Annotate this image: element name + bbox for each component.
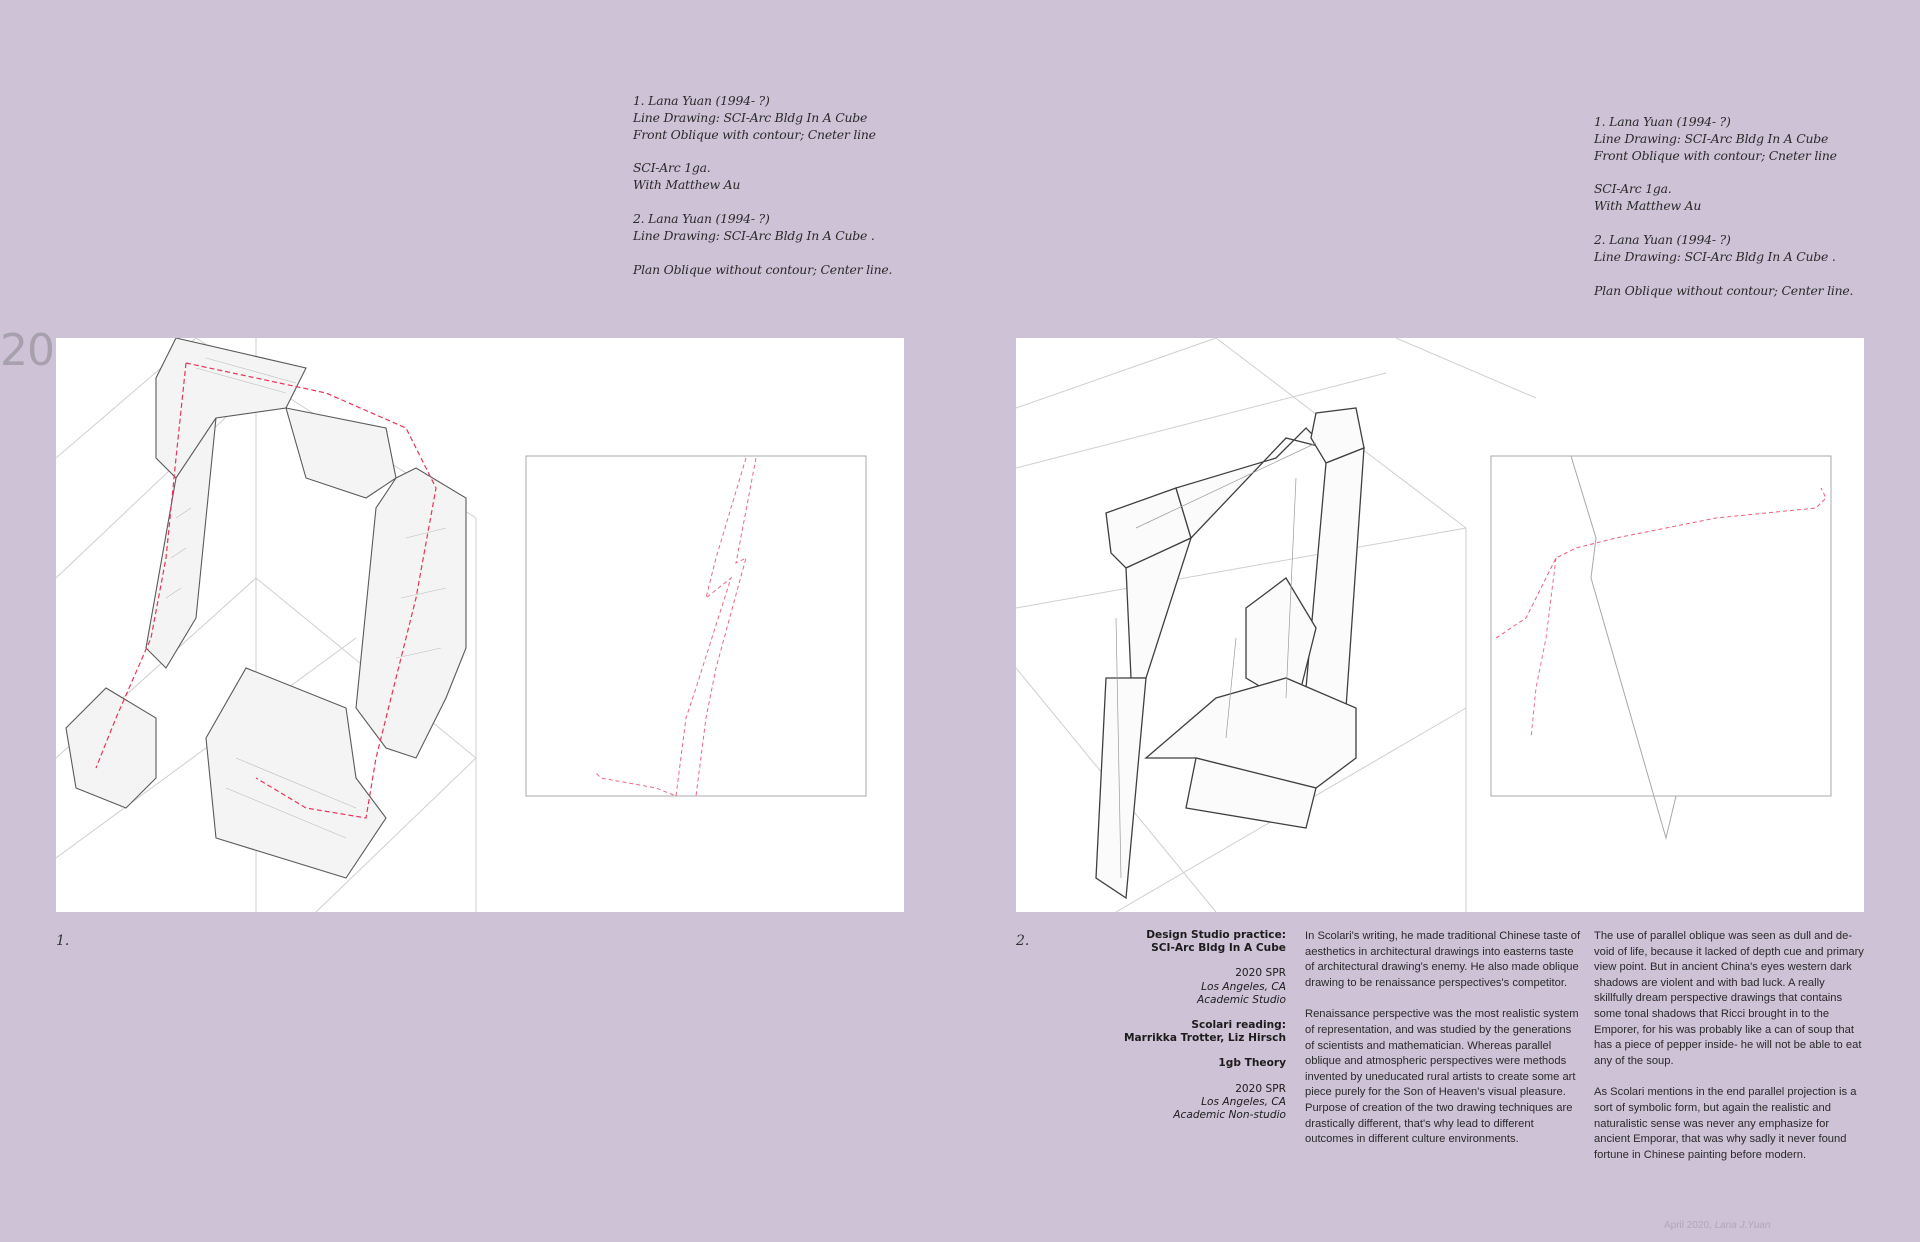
- meta-term: 2020 SPR: [1235, 967, 1286, 980]
- essay-paragraph: In Scolari's writing, he made traditional Chinese taste of aesthetics in architectural drawings into easterns taste of architectural drawing's enemy. He also made oblique drawing to be renaissance perspectives's competitor.: [1305, 930, 1581, 989]
- caption-line: Plan Oblique without contour; Center line.: [633, 261, 893, 277]
- figure-label-1: 1.: [56, 933, 70, 949]
- figure-label-2: 2.: [1016, 933, 1030, 949]
- caption-line: 2. Lana Yuan (1994- ?): [1594, 231, 1731, 247]
- caption-spacer: [633, 194, 892, 211]
- caption-line: Line Drawing: SCI-Arc Bldg In A Cube .: [1594, 248, 1836, 264]
- meta-project: SCI-Arc Bldg In A Cube: [1151, 942, 1286, 955]
- caption-line: Front Oblique with contour; Cneter line: [633, 126, 876, 142]
- caption-line: Line Drawing: SCI-Arc Bldg In A Cube: [633, 109, 868, 125]
- caption-spacer: [1594, 266, 1853, 283]
- meta-location-2: Los Angeles, CA: [1201, 1095, 1286, 1108]
- essay-column-2: [1594, 929, 1864, 1179]
- caption-line: Plan Oblique without contour; Center line.: [1594, 282, 1854, 298]
- caption-line: 1. Lana Yuan (1994- ?): [1594, 114, 1731, 129]
- meta-reading-title: Scolari reading:: [1191, 1019, 1286, 1032]
- caption-line: Line Drawing: SCI-Arc Bldg In A Cube .: [633, 227, 875, 243]
- footer-date: April 2020,: [1664, 1220, 1712, 1231]
- caption-right: [1594, 114, 1853, 299]
- page-number: 20: [0, 325, 54, 376]
- meta-reading-authors: Marrikka Trotter, Liz Hirsch: [1123, 1032, 1286, 1045]
- caption-line: SCI-Arc 1ga.: [1594, 181, 1672, 197]
- caption-spacer: [1594, 164, 1853, 181]
- meta-term-2: 2020 SPR: [1235, 1082, 1286, 1095]
- caption-line: Front Oblique with contour; Cneter line: [1594, 147, 1837, 163]
- essay-column-1: [1305, 929, 1583, 1164]
- meta-type: Academic Studio: [1196, 993, 1286, 1006]
- essay-paragraph: The use of parallel oblique was seen as dull and de-void of life, because it lacked of depth cue and primary view point. But in ancient China's eyes western dark shadows are violent and with bad luck. A really skillfully dream perspective drawings that contains some tonal shadows that Ricci brought in to the Emporer, for his was probably like a can of soup that has a piece of pepper inside- he will not be able to eat any of the soup.: [1594, 930, 1864, 1067]
- essay-paragraph: Renaissance perspective was the most realistic system of representation, and was studied by the generations of scientists and mathematician. Whereas parallel oblique and atmospheric perspectives were methods invented by uneducated rural artists to create some art piece purely for the Son of Heaven's visual pleasure. Purpose of creation of the two drawing techniques are drastically different, that's why lead to different outcomes in different culture environments.: [1305, 1008, 1579, 1146]
- plan-oblique-drawing: [1016, 338, 1864, 912]
- meta-type-2: Academic Non-studio: [1173, 1109, 1286, 1122]
- caption-line: With Matthew Au: [633, 177, 741, 193]
- caption-line: Line Drawing: SCI-Arc Bldg In A Cube: [1594, 130, 1829, 146]
- caption-spacer: [1594, 215, 1853, 232]
- caption-line: 2. Lana Yuan (1994- ?): [633, 210, 770, 226]
- meta-location: Los Angeles, CA: [1201, 980, 1286, 993]
- meta-course: 1gb Theory: [1218, 1057, 1286, 1070]
- caption-spacer: [633, 143, 892, 160]
- footer-credit: [1664, 1220, 1770, 1231]
- drawing-panel-1: [56, 338, 904, 912]
- drawing-panel-2: [1016, 338, 1864, 912]
- meta-title: Design Studio practice:: [1146, 929, 1286, 941]
- front-oblique-drawing: [56, 338, 904, 912]
- essay-paragraph: As Scolari mentions in the end parallel projection is a sort of symbolic form, but again the realistic and naturalistic sense was never any emphasize for ancient Emporar, that was why sadly it never found fortune in Chinese painting before modern.: [1594, 1086, 1857, 1161]
- project-meta: [1086, 929, 1286, 1122]
- caption-line: 1. Lana Yuan (1994- ?): [633, 93, 770, 108]
- footer-author: Lana J.Yuan: [1714, 1220, 1771, 1231]
- caption-line: With Matthew Au: [1594, 198, 1702, 214]
- caption-left: [633, 93, 892, 278]
- caption-spacer: [633, 245, 892, 262]
- caption-line: SCI-Arc 1ga.: [633, 160, 711, 176]
